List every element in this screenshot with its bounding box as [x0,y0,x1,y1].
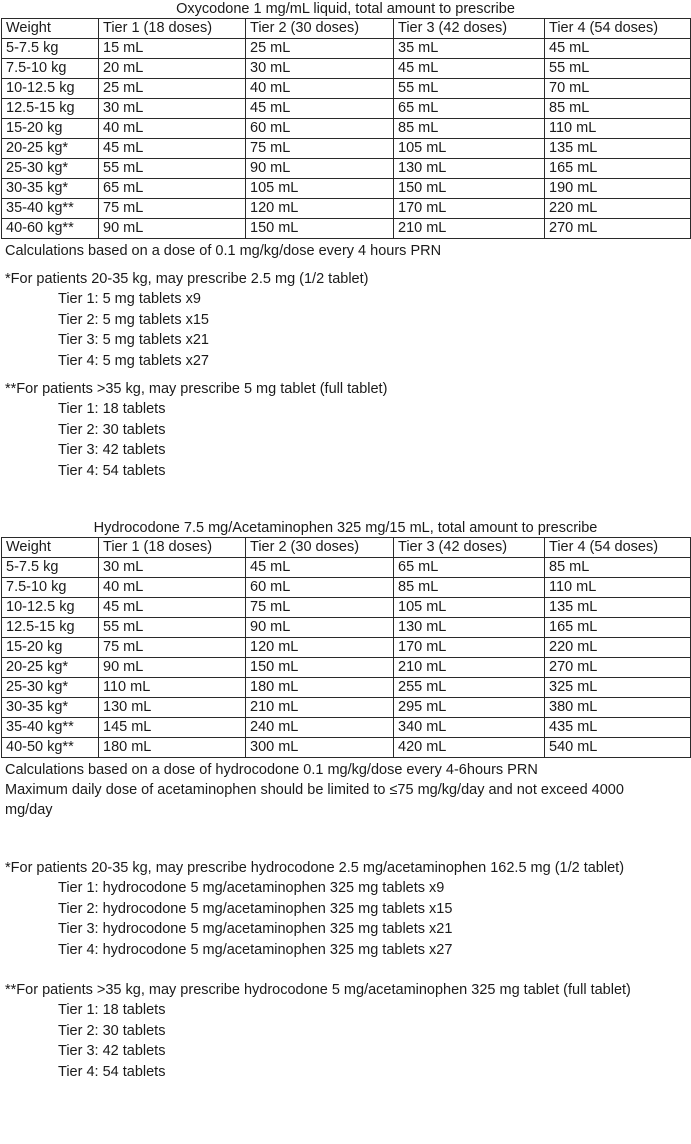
hydrocodone-full-tier-4: Tier 4: 54 tablets [58,1063,166,1080]
cell-weight: 10-12.5 kg [2,598,99,618]
header-tier-4: Tier 4 (54 doses) [545,19,691,39]
cell-tier-4: 85 mL [545,99,691,119]
cell-weight: 35-40 kg** [2,199,99,219]
cell-tier-3: 55 mL [394,79,545,99]
table-row [2,59,691,79]
hydrocodone-full-tier-1: Tier 1: 18 tablets [58,1002,166,1018]
table-row [2,219,691,239]
oxycodone-full-tier-1: Tier 1: 18 tablets [58,401,166,417]
cell-tier-2: 25 mL [246,39,394,59]
header-weight: Weight [2,19,99,39]
cell-weight: 15-20 kg [2,638,99,658]
cell-weight: 25-30 kg* [2,678,99,698]
cell-tier-2: 75 mL [246,598,394,618]
cell-tier-4: 45 mL [545,39,691,59]
cell-weight: 20-25 kg* [2,139,99,159]
cell-tier-1: 55 mL [99,618,246,638]
cell-tier-4: 165 mL [545,618,691,638]
cell-tier-1: 30 mL [99,99,246,119]
cell-tier-2: 30 mL [246,59,394,79]
cell-tier-2: 180 mL [246,678,394,698]
cell-tier-3: 35 mL [394,39,545,59]
cell-tier-2: 75 mL [246,139,394,159]
cell-tier-3: 65 mL [394,558,545,578]
cell-weight: 10-12.5 kg [2,79,99,99]
cell-weight: 40-60 kg** [2,219,99,239]
cell-tier-1: 75 mL [99,638,246,658]
cell-tier-4: 85 mL [545,558,691,578]
hydrocodone-title: Hydrocodone 7.5 mg/Acetaminophen 325 mg/15 mL, total amount to prescribe [93,520,598,536]
oxycodone-half-tablet-note: *For patients 20-35 kg, may prescribe 2.5 mg (1/2 tablet) [5,271,369,287]
header-tier-1: Tier 1 (18 doses) [99,19,246,39]
hydrocodone-half-tier-3: Tier 3: hydrocodone 5 mg/acetaminophen 325 mg tablets x21 [58,921,453,937]
cell-weight: 30-35 kg* [2,179,99,199]
hydrocodone-calc-note: Calculations based on a dose of hydrocodone 0.1 mg/kg/dose every 4-6hours PRN [5,762,538,778]
cell-weight: 40-50 kg** [2,738,99,758]
cell-tier-3: 65 mL [394,99,545,119]
table-row [2,718,691,738]
oxycodone-full-tier-2: Tier 2: 30 tablets [58,421,166,438]
header-tier-2: Tier 2 (30 doses) [246,19,394,39]
cell-tier-3: 105 mL [394,139,545,159]
table-row [2,139,691,159]
oxycodone-half-tier-4: Tier 4: 5 mg tablets x27 [58,352,209,369]
cell-tier-3: 130 mL [394,159,545,179]
cell-weight: 7.5-10 kg [2,578,99,598]
cell-weight: 12.5-15 kg [2,618,99,638]
header-tier-3: Tier 3 (42 doses) [394,538,545,558]
cell-weight: 25-30 kg* [2,159,99,179]
table-row [2,39,691,59]
oxycodone-half-tier-2: Tier 2: 5 mg tablets x15 [58,311,209,328]
cell-tier-2: 105 mL [246,179,394,199]
table-row [2,698,691,718]
table-row [2,119,691,139]
cell-tier-3: 295 mL [394,698,545,718]
cell-tier-1: 110 mL [99,678,246,698]
cell-tier-2: 120 mL [246,638,394,658]
cell-tier-1: 20 mL [99,59,246,79]
cell-tier-1: 180 mL [99,738,246,758]
cell-tier-1: 55 mL [99,159,246,179]
oxycodone-half-tier-3: Tier 3: 5 mg tablets x21 [58,332,209,348]
cell-tier-2: 90 mL [246,159,394,179]
table-row [2,638,691,658]
table-header-row [2,19,691,39]
cell-tier-1: 90 mL [99,658,246,678]
table-row [2,79,691,99]
cell-tier-4: 70 mL [545,79,691,99]
cell-weight: 7.5-10 kg [2,59,99,79]
table-row [2,179,691,199]
cell-tier-1: 45 mL [99,598,246,618]
cell-tier-3: 210 mL [394,219,545,239]
table-row [2,618,691,638]
hydrocodone-half-tier-2: Tier 2: hydrocodone 5 mg/acetaminophen 325 mg tablets x15 [58,900,453,917]
cell-tier-3: 170 mL [394,638,545,658]
cell-tier-3: 255 mL [394,678,545,698]
cell-tier-2: 45 mL [246,558,394,578]
cell-tier-2: 150 mL [246,219,394,239]
cell-tier-2: 45 mL [246,99,394,119]
cell-tier-4: 110 mL [545,578,691,598]
cell-tier-2: 240 mL [246,718,394,738]
table-row [2,738,691,758]
header-tier-3: Tier 3 (42 doses) [394,19,545,39]
cell-weight: 5-7.5 kg [2,558,99,578]
cell-tier-2: 150 mL [246,658,394,678]
cell-tier-3: 45 mL [394,59,545,79]
cell-weight: 12.5-15 kg [2,99,99,119]
header-tier-1: Tier 1 (18 doses) [99,538,246,558]
cell-weight: 30-35 kg* [2,698,99,718]
cell-tier-2: 120 mL [246,199,394,219]
cell-tier-1: 40 mL [99,578,246,598]
cell-tier-2: 300 mL [246,738,394,758]
cell-weight: 35-40 kg** [2,718,99,738]
cell-tier-2: 60 mL [246,578,394,598]
cell-tier-4: 540 mL [545,738,691,758]
hydrocodone-full-tablet-note: **For patients >35 kg, may prescribe hydrocodone 5 mg/acetaminophen 325 mg tablet (full tablet) [5,982,631,998]
cell-tier-4: 435 mL [545,718,691,738]
cell-tier-3: 170 mL [394,199,545,219]
hydrocodone-half-tier-1: Tier 1: hydrocodone 5 mg/acetaminophen 325 mg tablets x9 [58,880,445,896]
oxycodone-full-tier-4: Tier 4: 54 tablets [58,462,166,479]
cell-tier-4: 220 mL [545,638,691,658]
cell-tier-2: 90 mL [246,618,394,638]
cell-tier-4: 135 mL [545,139,691,159]
header-tier-2: Tier 2 (30 doses) [246,538,394,558]
cell-tier-2: 210 mL [246,698,394,718]
cell-tier-3: 105 mL [394,598,545,618]
cell-tier-4: 190 mL [545,179,691,199]
cell-tier-4: 270 mL [545,658,691,678]
cell-tier-4: 165 mL [545,159,691,179]
cell-tier-3: 85 mL [394,578,545,598]
cell-tier-4: 110 mL [545,119,691,139]
hydrocodone-full-tier-3: Tier 3: 42 tablets [58,1043,166,1059]
cell-tier-1: 75 mL [99,199,246,219]
cell-tier-1: 65 mL [99,179,246,199]
cell-tier-1: 45 mL [99,139,246,159]
cell-tier-3: 85 mL [394,119,545,139]
cell-tier-3: 340 mL [394,718,545,738]
header-weight: Weight [2,538,99,558]
table-row [2,658,691,678]
cell-weight: 20-25 kg* [2,658,99,678]
oxycodone-calc-note: Calculations based on a dose of 0.1 mg/kg/dose every 4 hours PRN [5,243,442,259]
cell-tier-2: 40 mL [246,79,394,99]
table-row [2,678,691,698]
table-row [2,578,691,598]
oxycodone-half-tier-1: Tier 1: 5 mg tablets x9 [58,291,201,307]
cell-tier-2: 60 mL [246,119,394,139]
cell-tier-1: 15 mL [99,39,246,59]
oxycodone-title: Oxycodone 1 mg/mL liquid, total amount to prescribe [176,1,515,17]
cell-tier-1: 30 mL [99,558,246,578]
cell-tier-4: 55 mL [545,59,691,79]
table-row [2,199,691,219]
table-header-row [2,538,691,558]
table-row [2,159,691,179]
table-row [2,99,691,119]
cell-tier-4: 380 mL [545,698,691,718]
cell-tier-1: 40 mL [99,119,246,139]
oxycodone-full-tablet-note: **For patients >35 kg, may prescribe 5 mg tablet (full tablet) [5,381,388,397]
cell-tier-1: 25 mL [99,79,246,99]
table-row [2,558,691,578]
hydrocodone-half-tier-4: Tier 4: hydrocodone 5 mg/acetaminophen 325 mg tablets x27 [58,941,453,958]
oxycodone-full-tier-3: Tier 3: 42 tablets [58,442,166,458]
cell-tier-3: 130 mL [394,618,545,638]
cell-weight: 15-20 kg [2,119,99,139]
cell-tier-4: 270 mL [545,219,691,239]
hydrocodone-full-tier-2: Tier 2: 30 tablets [58,1022,166,1039]
cell-tier-3: 420 mL [394,738,545,758]
hydrocodone-max-dose-note: Maximum daily dose of acetaminophen should be limited to ≤75 mg/kg/day and not exceed 4000 mg/day [5,782,624,818]
oxycodone-table [1,18,691,239]
cell-tier-4: 220 mL [545,199,691,219]
hydrocodone-half-tablet-note: *For patients 20-35 kg, may prescribe hydrocodone 2.5 mg/acetaminophen 162.5 mg (1/2 tablet) [5,860,625,876]
cell-tier-3: 150 mL [394,179,545,199]
cell-tier-4: 135 mL [545,598,691,618]
cell-tier-1: 90 mL [99,219,246,239]
cell-tier-3: 210 mL [394,658,545,678]
cell-weight: 5-7.5 kg [2,39,99,59]
hydrocodone-table [1,537,691,758]
cell-tier-1: 130 mL [99,698,246,718]
cell-tier-4: 325 mL [545,678,691,698]
table-row [2,598,691,618]
cell-tier-1: 145 mL [99,718,246,738]
header-tier-4: Tier 4 (54 doses) [545,538,691,558]
